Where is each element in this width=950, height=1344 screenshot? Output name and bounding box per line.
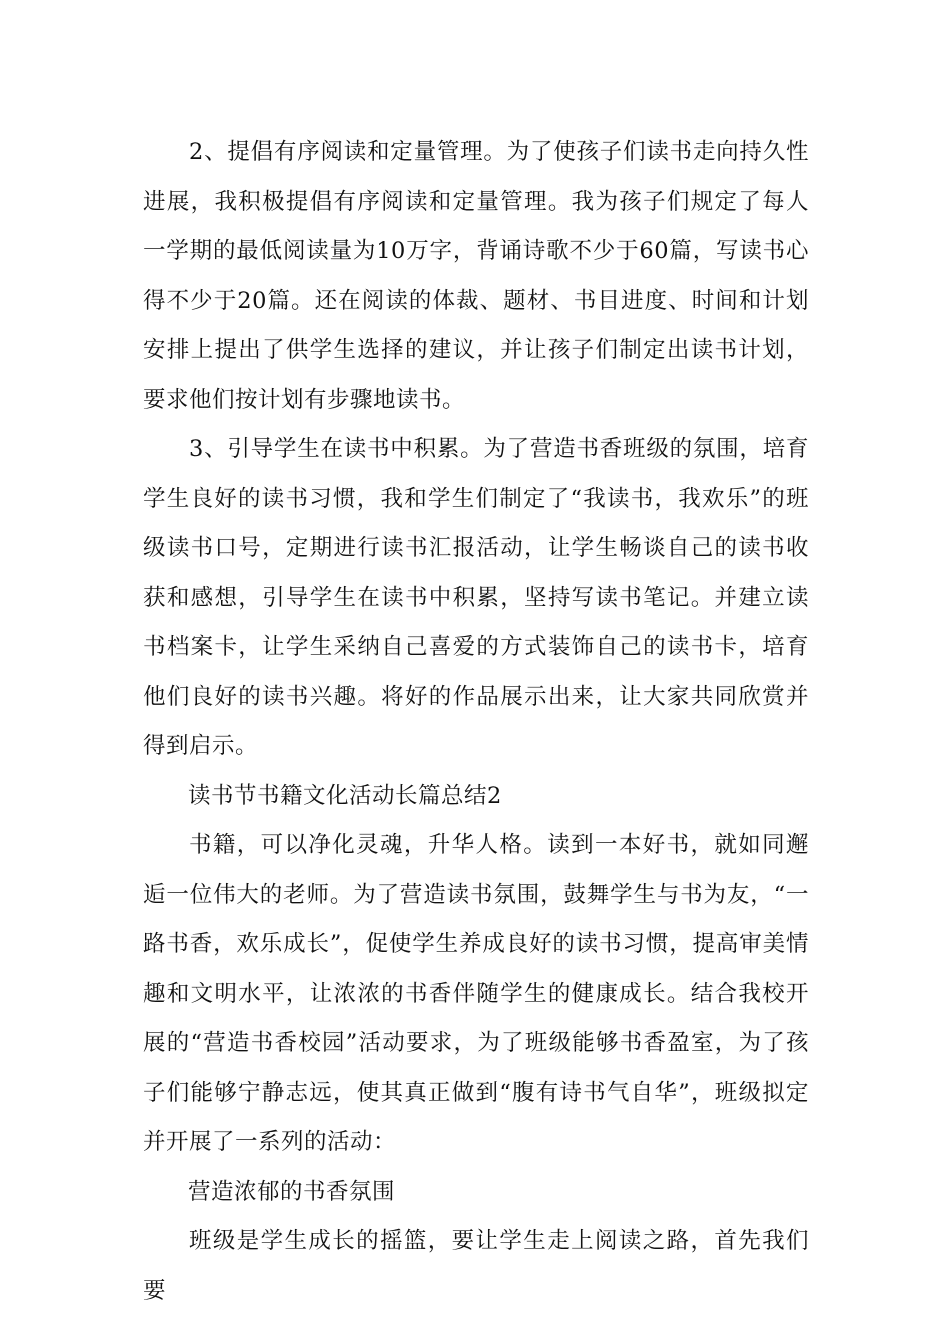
paragraph-ordered-reading: 2、提倡有序阅读和定量管理。为了使孩子们读书走向持久性进展，我积极提倡有序阅读和定量管理。我为孩子们规定了每人一学期的最低阅读量为10万字，背诵诗歌不少于60篇，写读书心得不少于20篇。还在阅读的体裁、题材、书目进度、时间和计划安排上提出了供学生选择的建议，并让孩子们制定出读书计划，要求他们按计划有步骤地读书。	[143, 139, 809, 413]
paragraph-accumulate-reading: 3、引导学生在读书中积累。为了营造书香班级的氛围，培育学生良好的读书习惯，我和学生们制定了“我读书，我欢乐”的班级读书口号，定期进行读书汇报活动，让学生畅谈自己的读书收获和感想，引导学生在读书中积累，坚持写读书笔记。并建立读书档案卡，让学生采纳自己喜爱的方式装饰自己的读书卡，培育他们良好的读书兴趣。将好的作品展示出来，让大家共同欣赏并得到启示。	[143, 436, 809, 759]
paragraph-class-cradle: 班级是学生成长的摇篮，要让学生走上阅读之路，首先我们要	[143, 1228, 809, 1304]
document-body	[143, 128, 809, 1316]
section-heading-summary-2: 读书节书籍文化活动长篇总结2	[188, 782, 502, 809]
section-heading-atmosphere: 营造浓郁的书香氛围	[188, 1178, 396, 1205]
paragraph-books-purify-soul: 书籍，可以净化灵魂，升华人格。读到一本好书，就如同邂逅一位伟大的老师。为了营造读书氛围，鼓舞学生与书为友，“一路书香，欢乐成长”，促使学生养成良好的读书习惯，提高审美情趣和文明水平，让浓浓的书香伴随学生的健康成长。结合我校开展的“营造书香校园”活动要求，为了班级能够书香盈室，为了孩子们能够宁静志远，使其真正做到“腹有诗书气自华”，班级拟定并开展了一系列的活动：	[143, 832, 809, 1155]
